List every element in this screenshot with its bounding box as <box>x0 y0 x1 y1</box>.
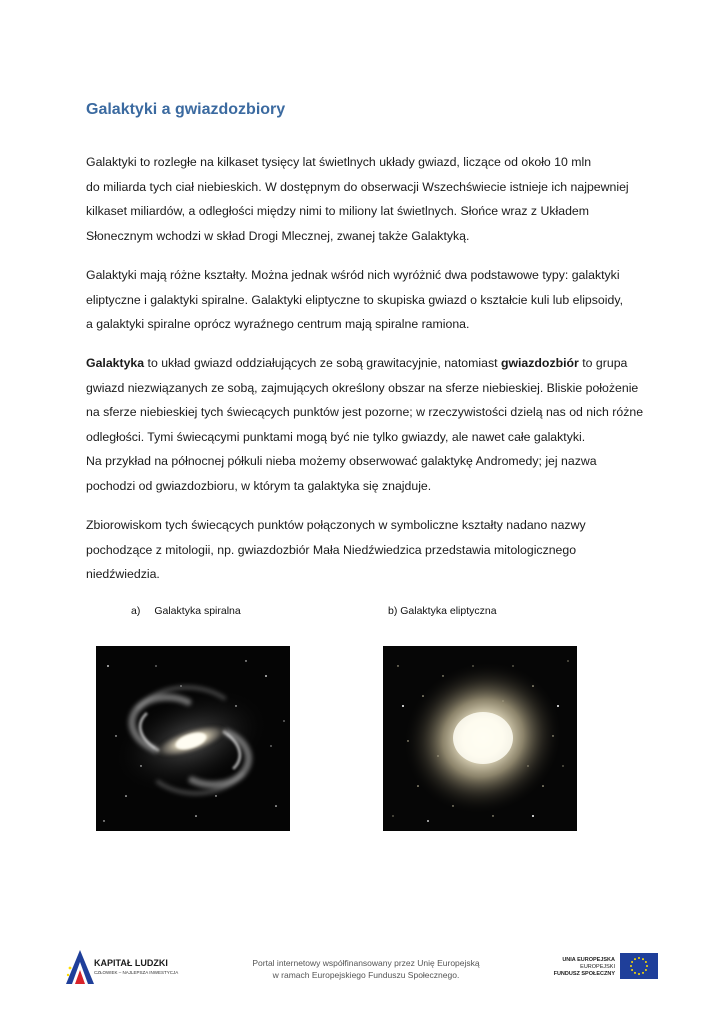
text-line: Słonecznym wchodzi w skład Drogi Mlecznej, zwanej także Galaktyką. <box>86 228 470 243</box>
eu-star-icon <box>638 973 640 975</box>
kapital-ludzki-emblem-icon <box>64 948 94 986</box>
eu-star-icon <box>642 972 644 974</box>
elliptical-galaxy-image <box>383 646 577 831</box>
term-galaktyka: Galaktyka <box>86 356 145 370</box>
text-line: niedźwiedzia. <box>86 567 160 581</box>
text-line: kilkaset miliardów, a odległości między nimi to miliony lat świetlnych. Słońce wraz z Układem <box>86 204 589 218</box>
kapital-ludzki-title: KAPITAŁ LUDZKI <box>94 958 168 968</box>
text-line: Na przykład na północnej półkuli nieba możemy obserwować galaktykę Andromedy; jej nazwa <box>86 454 597 468</box>
term-gwiazdozbior: gwiazdozbiór <box>500 356 579 370</box>
eu-star-icon <box>645 969 647 971</box>
text-line: pochodzące z mitologii, np. gwiazdozbiór Mała Niedźwiedzica przedstawia mitologicznego <box>86 542 577 557</box>
text-line <box>86 351 646 376</box>
eu-star-icon <box>631 961 633 963</box>
eu-star-icon <box>631 969 633 971</box>
text-line: na sferze niebieskiej tych świecących punktów jest pozorne; w rzeczywistości dzielą nas od nich różne <box>86 405 644 419</box>
caption-marker: a) <box>131 605 141 617</box>
caption-spiral <box>131 605 241 617</box>
caption-label: Galaktyka spiralna <box>154 605 241 617</box>
footer-line: Portal internetowy współfinansowany przez Unię Europejską <box>252 958 480 968</box>
eu-label <box>540 957 615 978</box>
caption-elliptical: b) Galaktyka eliptyczna <box>388 605 497 617</box>
paragraph-intro <box>86 150 646 248</box>
eu-star-icon <box>634 972 636 974</box>
eu-label-line: FUNDUSZ SPOŁECZNY <box>553 971 615 977</box>
paragraph-definitions <box>86 351 646 498</box>
eu-star-icon <box>645 961 647 963</box>
text-line: do miliarda tych ciał niebieskich. W dostępnym do obserwacji Wszechświecie istnieje ich najpewniej <box>86 179 629 194</box>
eu-label-line: EUROPEJSKI <box>580 964 615 970</box>
text-line: Galaktyki mają różne kształty. Można jednak wśród nich wyróżnić dwa podstawowe typy: galaktyki <box>86 268 620 282</box>
paragraph-shapes <box>86 263 646 337</box>
eu-star-icon <box>646 965 648 967</box>
eu-star-icon <box>634 958 636 960</box>
kapital-ludzki-subtitle: CZŁOWIEK – NAJLEPSZA INWESTYCJA <box>94 970 179 975</box>
text-span: to grupa <box>578 356 628 370</box>
spiral-galaxy-image <box>96 646 290 831</box>
text-line: eliptyczne i galaktyki spiralne. Galaktyki eliptyczne to skupiska gwiazd o kształcie kuli lub elipsoidy, <box>86 292 623 307</box>
text-line: a galaktyki spiralne oprócz wyraźnego centrum mają spiralne ramiona. <box>86 317 470 331</box>
text-line: pochodzi od gwiazdozbioru, w którym ta galaktyka się znajduje. <box>86 478 432 493</box>
text-line: gwiazd niezwiązanych ze sobą, zajmujących określony obszar na sferze niebieskiej. Bliskie położenie <box>86 380 639 395</box>
text-line: odległości. Tymi świecącymi punktami mogą być nie tylko gwiazdy, ale nawet całe galaktyki. <box>86 429 586 444</box>
eu-star-icon <box>638 957 640 959</box>
page-title: Galaktyki a gwiazdozbiory <box>86 101 286 118</box>
footer-line: w ramach Europejskiego Funduszu Społecznego. <box>272 970 460 980</box>
text-line: Zbiorowiskom tych świecących punktów połączonych w symboliczne kształty nadano nazwy <box>86 518 586 532</box>
eu-star-icon <box>630 965 632 967</box>
eu-star-icon <box>642 958 644 960</box>
eu-label-line: UNIA EUROPEJSKA <box>562 957 615 963</box>
text-line: Galaktyki to rozległe na kilkaset tysięcy lat świetlnych układy gwiazd, liczące od około 10 mln <box>86 155 592 169</box>
footer-cofinancing-text <box>246 957 486 981</box>
text-span: to układ gwiazd oddziałujących ze sobą grawitacyjnie, natomiast <box>144 356 501 370</box>
kapital-ludzki-logo <box>64 948 194 988</box>
eu-flag-icon <box>620 953 658 979</box>
paragraph-mythology <box>86 513 646 587</box>
